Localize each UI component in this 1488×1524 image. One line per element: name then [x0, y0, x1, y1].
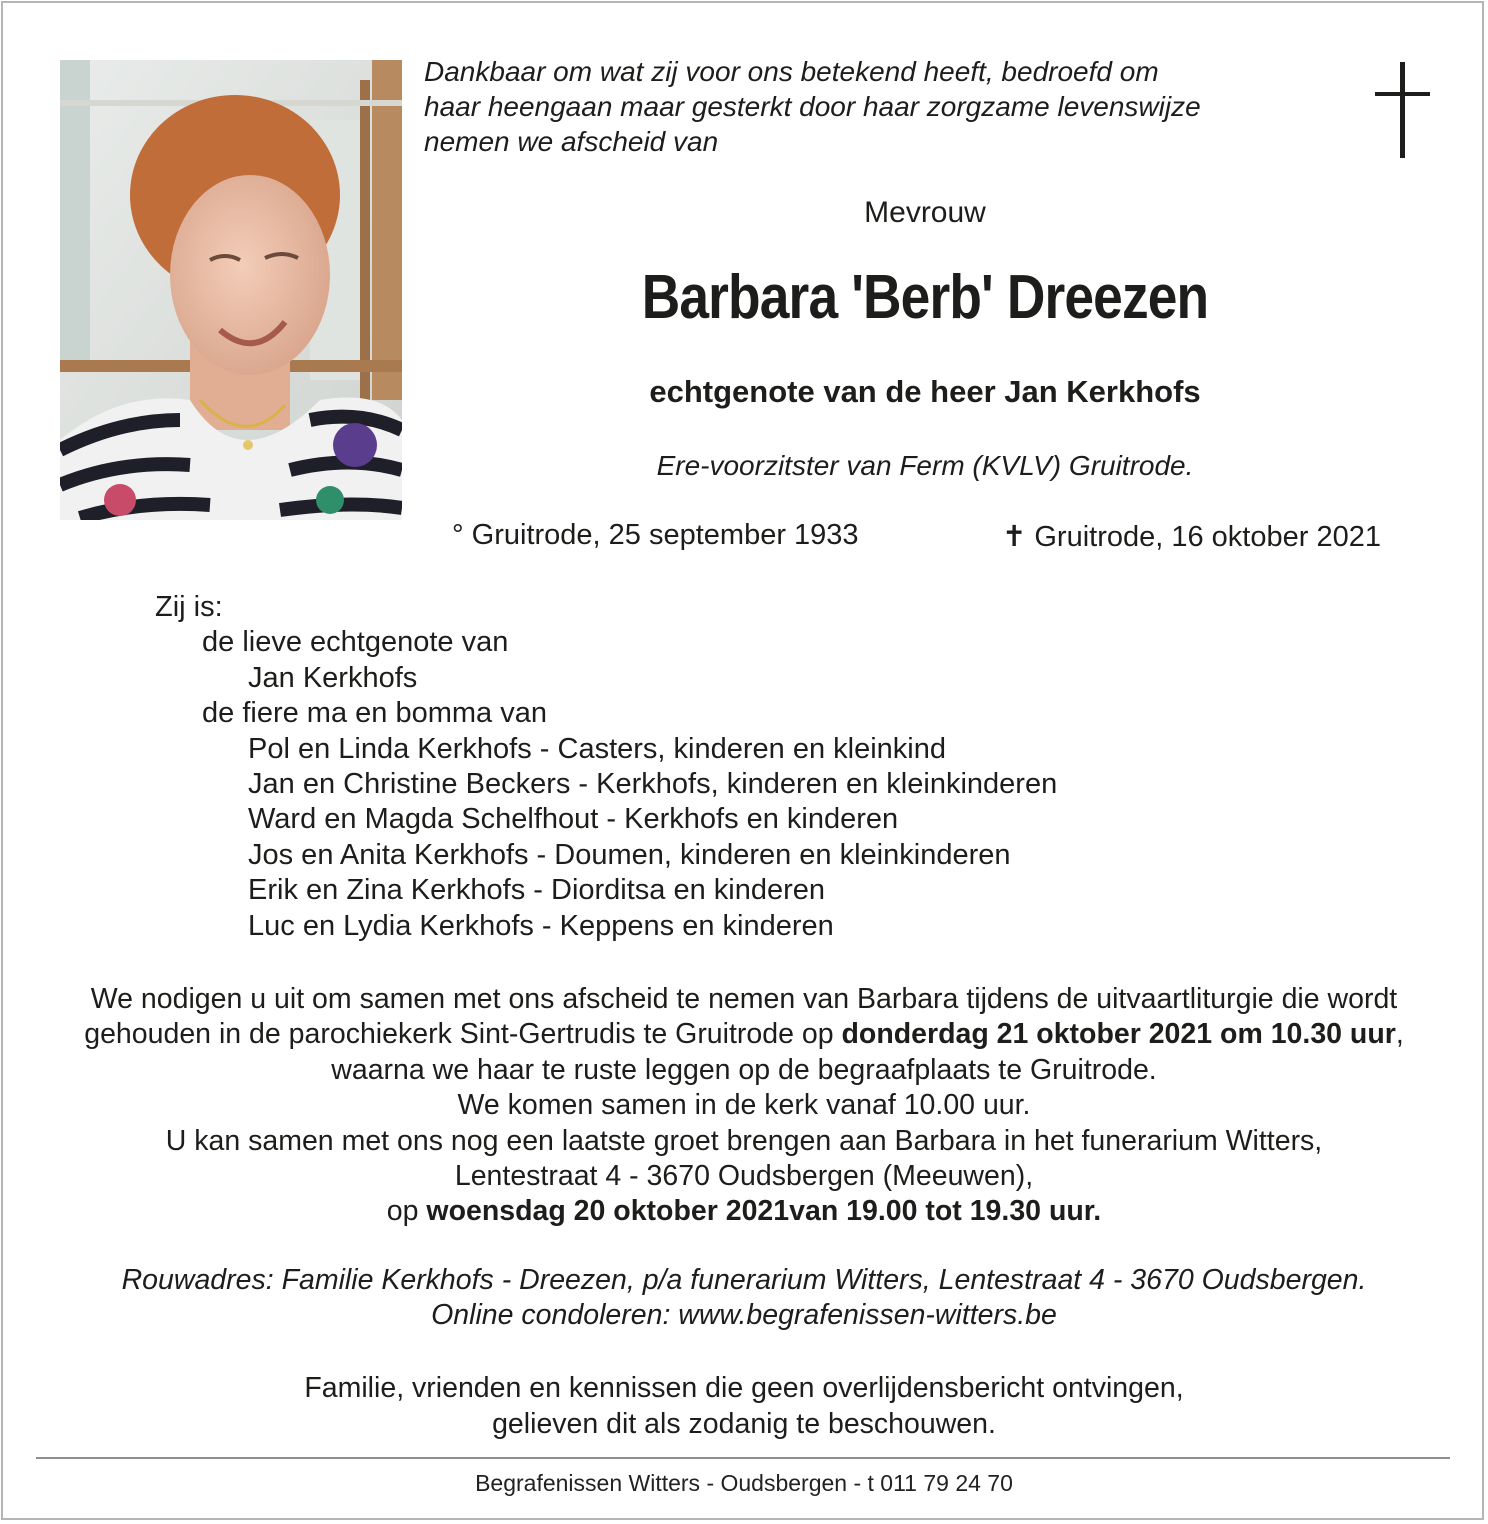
ceremony-text-part: , waarna we haar te ruste leggen op de begraafplaats te Gruitrode.	[331, 1018, 1404, 1086]
farewell-date-bold: woensdag 20 oktober 2021van 19.00 tot 19.30 uur.	[426, 1195, 1102, 1228]
notice-line: gelieven dit als zodanig te beschouwen.	[492, 1408, 996, 1440]
death-date: ✝ Gruitrode, 16 oktober 2021	[1002, 521, 1381, 553]
cross-icon	[1372, 62, 1432, 160]
spouse-label: de lieve echtgenote van	[202, 626, 509, 659]
farewell-date	[60, 1194, 1428, 1229]
farewell-prefix: op	[386, 1195, 427, 1228]
title-prefix: Mevrouw	[864, 196, 986, 229]
family-list	[155, 590, 1057, 944]
funeral-home-address: Lentestraat 4 - 3670 Oudsbergen (Meeuwen),	[454, 1160, 1034, 1193]
notice-line: Familie, vrienden en kennissen die geen overlijdensbericht ontvingen,	[304, 1372, 1184, 1404]
portrait-photo	[60, 60, 402, 520]
birth-date: ° Gruitrode, 25 september 1933	[452, 519, 859, 551]
intro-text	[424, 54, 1324, 159]
spouse-line: echtgenote van de heer Jan Kerkhofs	[649, 374, 1201, 409]
list-item: Ward en Magda Schelfhout - Kerkhofs en kinderen	[248, 803, 899, 836]
role-line: Ere-voorzitster van Ferm (KVLV) Gruitrode.	[656, 450, 1194, 481]
deceased-name: Barbara 'Berb' Dreezen	[641, 263, 1209, 332]
list-item: Erik en Zina Kerkhofs - Diorditsa en kinderen	[248, 874, 826, 907]
notice-text	[40, 1370, 1448, 1442]
farewell-text: U kan samen met ons nog een laatste groet brengen aan Barbara in het funerarium Witters,	[165, 1124, 1323, 1157]
list-item: Pol en Linda Kerkhofs - Casters, kinderen en kleinkind	[248, 732, 946, 765]
family-intro: Zij is:	[155, 591, 223, 623]
footer-text: Begrafenissen Witters - Oudsbergen - t 011 79 24 70	[475, 1470, 1013, 1496]
mourning-address	[40, 1263, 1448, 1334]
gathering-time: We komen samen in de kerk vanaf 10.00 uur.	[457, 1089, 1031, 1122]
list-item: Jan en Christine Beckers - Kerkhofs, kinderen en kleinkinderen	[248, 768, 1058, 801]
ceremony-text-part: We nodigen u uit om samen met ons afscheid te nemen van Barbara tijdens de uitvaartliturgie die wordt gehouden in de parochiekerk Sint-Gertrudis te Gruitrode op	[84, 983, 1398, 1051]
list-item: Luc en Lydia Kerkhofs - Keppens en kinderen	[248, 909, 834, 942]
divider	[36, 1457, 1450, 1459]
address-line: Rouwadres: Familie Kerkhofs - Dreezen, p/a funerarium Witters, Lentestraat 4 - 3670 Oudsbergen.	[121, 1264, 1367, 1296]
children-label: de fiere ma en bomma van	[202, 697, 547, 730]
intro-line: nemen we afscheid van	[424, 126, 719, 157]
intro-line: haar heengaan maar gesterkt door haar zorgzame levenswijze	[424, 91, 1201, 122]
ceremony-paragraph	[60, 982, 1428, 1088]
list-item: Jos en Anita Kerkhofs - Doumen, kinderen en kleinkinderen	[248, 838, 1011, 871]
spouse-name: Jan Kerkhofs	[248, 661, 418, 694]
ceremony-text	[60, 982, 1428, 1230]
online-condolence-line: Online condoleren: www.begrafenissen-witters.be	[431, 1299, 1057, 1332]
ceremony-date-bold: donderdag 21 oktober 2021 om 10.30 uur	[841, 1018, 1396, 1051]
intro-line: Dankbaar om wat zij voor ons betekend heeft, bedroefd om	[424, 56, 1159, 87]
